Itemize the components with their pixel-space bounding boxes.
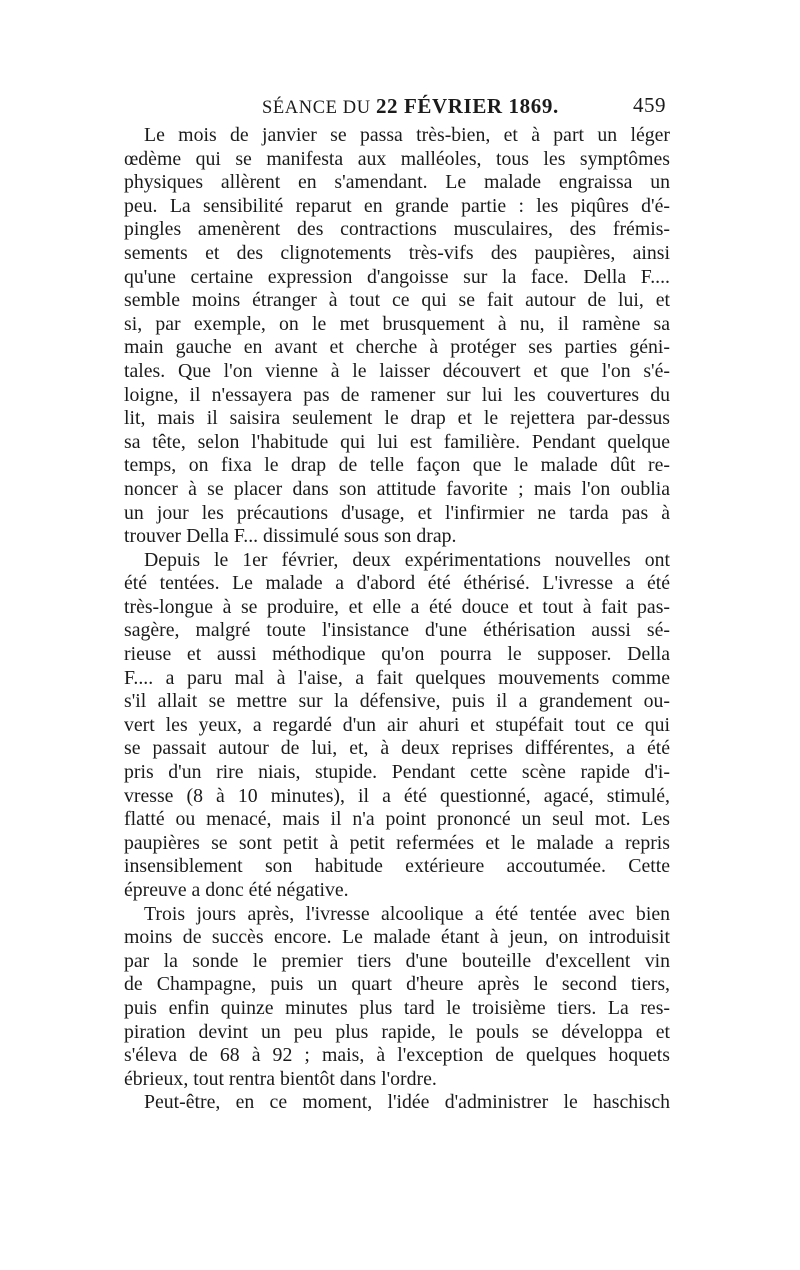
text-line: Trois jours après, l'ivresse alcoolique a été tentée avec bien xyxy=(144,902,670,925)
text-line: moins de succès encore. Le malade étant à jeun, on introduisit xyxy=(124,926,670,949)
running-title-date: 22 FÉVRIER 1869. xyxy=(375,94,559,118)
text-line: temps, on fixa le drap de telle façon que le malade dût re- xyxy=(124,454,670,477)
text-line: Depuis le 1er février, deux expérimentations nouvelles ont xyxy=(144,548,670,571)
text-line: sements et des clignotements très-vifs des paupières, ainsi xyxy=(124,241,670,264)
text-line: sagère, malgré toute l'insistance d'une éthérisation aussi sé- xyxy=(124,619,670,642)
text-line: Le mois de janvier se passa très-bien, et à part un léger xyxy=(144,124,670,146)
text-line: flatté ou menacé, mais il n'a point prononcé un seul mot. Les xyxy=(124,808,670,831)
text-line: vert les yeux, a regardé d'un air ahuri et stupéfait tout ce qui xyxy=(124,713,670,736)
text-line: rieuse et aussi méthodique qu'on pourra le supposer. Della xyxy=(124,643,670,666)
text-line: semble moins étranger à tout ce qui se fait autour de lui, et xyxy=(124,289,670,312)
text-line: peu. La sensibilité reparut en grande partie : les piqûres d'é- xyxy=(124,194,670,217)
body-text xyxy=(124,124,670,1115)
text-line: été tentées. Le malade a d'abord été éthérisé. L'ivresse a été xyxy=(124,572,670,595)
text-line: vresse (8 à 10 minutes), il a été questionné, agacé, stimulé, xyxy=(124,784,670,807)
text-line: noncer à se placer dans son attitude favorite ; mais l'on oublia xyxy=(124,477,670,500)
text-line: de Champagne, puis un quart d'heure après le second tiers, xyxy=(124,973,670,996)
text-line: pris d'un rire niais, stupide. Pendant cette scène rapide d'i- xyxy=(124,761,670,784)
text-line: si, par exemple, on le met brusquement à nu, il ramène sa xyxy=(124,312,670,335)
text-line: insensiblement son habitude extérieure accoutumée. Cette xyxy=(124,855,670,878)
text-line: lit, mais il saisira seulement le drap et le rejettera par-dessus xyxy=(124,407,670,430)
text-line: un jour les précautions d'usage, et l'infirmier ne tarda pas à xyxy=(124,501,670,524)
text-line: tales. Que l'on vienne à le laisser découvert et que l'on s'é- xyxy=(124,359,670,382)
text-line: qu'une certaine expression d'angoisse sur la face. Della F.... xyxy=(124,265,670,288)
text-line: s'éleva de 68 à 92 ; mais, à l'exception de quelques hoquets xyxy=(124,1044,670,1067)
running-title-prefix: SÉANCE DU xyxy=(262,98,371,118)
text-line: main gauche en avant et cherche à protéger ses parties géni- xyxy=(124,336,670,359)
text-line: très-longue à se produire, et elle a été douce et tout à fait pas- xyxy=(124,595,670,618)
text-line: Peut-être, en ce moment, l'idée d'administrer le haschisch xyxy=(144,1091,670,1114)
text-line: puis enfin quinze minutes plus tard le troisième tiers. La res- xyxy=(124,996,670,1019)
text-line: F.... a paru mal à l'aise, a fait quelques mouvements comme xyxy=(124,666,670,689)
text-line: s'il allait se mettre sur la défensive, puis il a grandement ou- xyxy=(124,690,670,713)
text-line: pingles amenèrent des contractions musculaires, des frémis- xyxy=(124,218,670,241)
text-line: épreuve a donc été négative. xyxy=(124,879,349,901)
page-number: 459 xyxy=(633,93,666,117)
text-line: paupières se sont petit à petit refermées et le malade a repris xyxy=(124,831,670,854)
text-line: loigne, il n'essayera pas de ramener sur lui les couvertures du xyxy=(124,383,670,406)
running-head xyxy=(124,94,674,120)
text-line: par la sonde le premier tiers d'une bouteille d'excellent vin xyxy=(124,949,670,972)
text-line: se passait autour de lui, et, à deux reprises différentes, a été xyxy=(124,737,670,760)
text-line: ébrieux, tout rentra bientôt dans l'ordre. xyxy=(124,1067,437,1090)
text-line: sa tête, selon l'habitude qui lui est familière. Pendant quelque xyxy=(124,430,670,453)
running-title xyxy=(262,94,559,119)
text-line: œdème qui se manifesta aux malléoles, tous les symptômes xyxy=(124,147,670,170)
text-line: physiques allèrent en s'amendant. Le malade engraissa un xyxy=(124,171,670,194)
text-line: piration devint un peu plus rapide, le pouls se développa et xyxy=(124,1020,670,1043)
text-line: trouver Della F... dissimulé sous son drap. xyxy=(124,525,457,548)
